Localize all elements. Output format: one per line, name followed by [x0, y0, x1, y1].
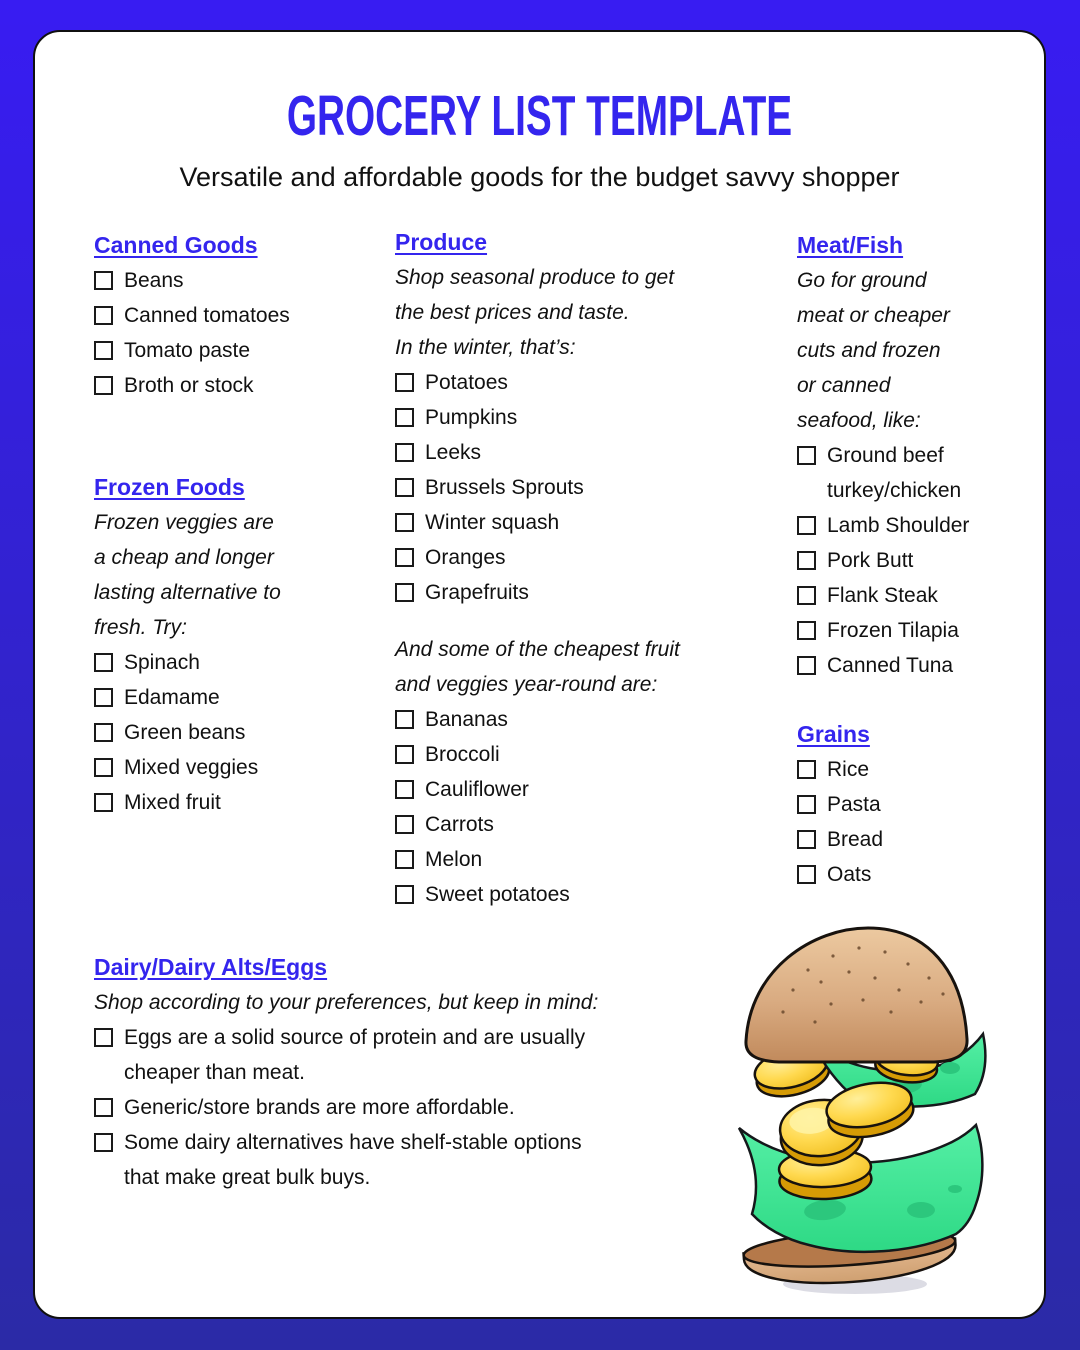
note-frozen-foods [94, 505, 386, 645]
item-label: Spinach [124, 651, 200, 674]
checkbox[interactable] [94, 793, 113, 812]
note-meat-fish [797, 263, 1025, 438]
item-label: Pumpkins [425, 406, 518, 429]
item-label: Eggs are a solid source of protein and are usually cheaper than meat. [124, 1026, 586, 1084]
item-label: Ground beef turkey/chicken [827, 444, 962, 502]
section-heading-meat-fish: Meat/Fish [797, 232, 904, 258]
checklist-item [94, 785, 386, 820]
checklist-item [395, 435, 747, 470]
checklist-item [94, 1090, 734, 1125]
checklist-item [797, 787, 1025, 822]
item-label: Potatoes [425, 371, 508, 394]
checkbox[interactable] [94, 758, 113, 777]
note-line: and veggies year-round are: [395, 673, 658, 696]
checklist-item [395, 807, 747, 842]
note-line: lasting alternative to [94, 581, 281, 604]
item-label: Broth or stock [124, 374, 254, 397]
grocery-list-card [33, 30, 1046, 1319]
item-label: Melon [425, 848, 483, 871]
checklist-produce-year-round [395, 702, 747, 912]
item-label: Edamame [124, 686, 220, 709]
checklist-grains [797, 752, 1025, 892]
item-label: Bananas [425, 708, 508, 731]
note-line: Shop according to your preferences, but keep in mind: [94, 991, 599, 1014]
section-produce [395, 225, 747, 912]
checklist-item [395, 470, 747, 505]
checklist-item [94, 368, 386, 403]
item-label: Some dairy alternatives have shelf-stable options that make great bulk buys. [124, 1131, 582, 1189]
checkbox[interactable] [94, 271, 113, 290]
checkbox[interactable] [395, 373, 414, 392]
money-burger-icon [703, 908, 1039, 1322]
checkbox[interactable] [395, 408, 414, 427]
checklist-frozen-foods [94, 645, 386, 820]
column-left [94, 228, 386, 820]
item-label: Leeks [425, 441, 482, 464]
checklist-item [797, 857, 1025, 892]
checkbox[interactable] [395, 710, 414, 729]
checklist-item [797, 613, 1025, 648]
section-frozen-foods [94, 470, 386, 820]
checklist-item [395, 540, 747, 575]
checkbox[interactable] [797, 795, 816, 814]
checkbox[interactable] [94, 1028, 113, 1047]
note-line: In the winter, that’s: [395, 336, 576, 359]
checklist-item [395, 877, 747, 912]
item-label: Sweet potatoes [425, 883, 570, 906]
checklist-item [94, 333, 386, 368]
item-label: Brussels Sprouts [425, 476, 584, 499]
checkbox[interactable] [94, 306, 113, 325]
checkbox[interactable] [797, 865, 816, 884]
checkbox[interactable] [94, 653, 113, 672]
section-canned-goods [94, 228, 386, 403]
item-label: Frozen Tilapia [827, 619, 959, 642]
item-label: Broccoli [425, 743, 500, 766]
checkbox[interactable] [395, 745, 414, 764]
item-label: Winter squash [425, 511, 560, 534]
checkbox[interactable] [797, 656, 816, 675]
money-burger-illustration [703, 908, 1039, 1322]
checklist-item [94, 645, 386, 680]
column-right [797, 228, 1025, 892]
item-label: Oats [827, 863, 872, 886]
checkbox[interactable] [797, 830, 816, 849]
checklist-item [395, 702, 747, 737]
item-label: Beans [124, 269, 184, 292]
checkbox[interactable] [395, 850, 414, 869]
checklist-item [395, 772, 747, 807]
item-label: Carrots [425, 813, 494, 836]
checkbox[interactable] [797, 621, 816, 640]
note-dairy [94, 985, 734, 1020]
checklist-item [395, 365, 747, 400]
checkbox[interactable] [395, 478, 414, 497]
checklist-item [797, 822, 1025, 857]
item-label: Generic/store brands are more affordable. [124, 1096, 515, 1119]
note-line: the best prices and taste. [395, 301, 630, 324]
column-middle [395, 225, 747, 912]
item-label: Lamb Shoulder [827, 514, 970, 537]
note-line: Frozen veggies are [94, 511, 274, 534]
note-line: Shop seasonal produce to get [395, 266, 675, 289]
note-line: or canned [797, 374, 891, 397]
item-label: Oranges [425, 546, 506, 569]
checklist-item [395, 737, 747, 772]
note-line: a cheap and longer [94, 546, 274, 569]
section-heading-frozen-foods: Frozen Foods [94, 474, 245, 500]
checklist-item [797, 752, 1025, 787]
checklist-item [94, 298, 386, 333]
note-line: meat or cheaper [797, 304, 950, 327]
checklist-item [94, 680, 386, 715]
checkbox[interactable] [395, 513, 414, 532]
page-title: GROCERY LIST TEMPLATE [286, 84, 793, 148]
note-line: Go for ground [797, 269, 927, 292]
item-label: Mixed veggies [124, 756, 259, 779]
checkbox[interactable] [797, 551, 816, 570]
checklist-meat-fish [797, 438, 1025, 683]
checkbox[interactable] [797, 446, 816, 465]
checkbox[interactable] [797, 760, 816, 779]
item-label: Mixed fruit [124, 791, 221, 814]
item-label: Grapefruits [425, 581, 529, 604]
item-label: Canned tomatoes [124, 304, 290, 327]
checklist-item [94, 1020, 734, 1090]
note-line: seafood, like: [797, 409, 921, 432]
note-line: And some of the cheapest fruit [395, 638, 680, 661]
note-produce-winter [395, 260, 747, 365]
checklist-item [395, 575, 747, 610]
checkbox[interactable] [94, 1133, 113, 1152]
checkbox[interactable] [395, 583, 414, 602]
item-label: Pork Butt [827, 549, 914, 572]
checklist-item [94, 750, 386, 785]
checklist-item [797, 648, 1025, 683]
checkbox[interactable] [797, 586, 816, 605]
checklist-produce-winter [395, 365, 747, 610]
checklist-item [94, 263, 386, 298]
section-heading-dairy: Dairy/Dairy Alts/Eggs [94, 954, 328, 980]
section-grains [797, 717, 1025, 892]
checklist-canned-goods [94, 263, 386, 403]
checklist-item [797, 438, 1025, 508]
checkbox[interactable] [395, 780, 414, 799]
item-label: Rice [827, 758, 870, 781]
item-label: Pasta [827, 793, 881, 816]
checkbox[interactable] [395, 885, 414, 904]
item-label: Bread [827, 828, 884, 851]
checklist-item [797, 578, 1025, 613]
checklist-item [395, 842, 747, 877]
checklist-item [94, 715, 386, 750]
section-heading-produce: Produce [395, 229, 488, 255]
checklist-item [797, 543, 1025, 578]
checkbox[interactable] [94, 376, 113, 395]
checklist-item [395, 400, 747, 435]
note-line: fresh. Try: [94, 616, 187, 639]
item-label: Green beans [124, 721, 246, 744]
section-heading-canned-goods: Canned Goods [94, 232, 258, 258]
section-heading-grains: Grains [797, 721, 870, 747]
checkbox[interactable] [395, 815, 414, 834]
checkbox[interactable] [94, 723, 113, 742]
checklist-dairy [94, 1020, 734, 1195]
item-label: Tomato paste [124, 339, 251, 362]
checkbox[interactable] [94, 341, 113, 360]
item-label: Canned Tuna [827, 654, 954, 677]
note-line: cuts and frozen [797, 339, 941, 362]
section-meat-fish [797, 228, 1025, 683]
section-dairy [94, 950, 734, 1195]
checklist-item [797, 508, 1025, 543]
checkbox[interactable] [94, 688, 113, 707]
checkbox[interactable] [395, 443, 414, 462]
checkbox[interactable] [94, 1098, 113, 1117]
item-label: Cauliflower [425, 778, 529, 801]
checklist-item [395, 505, 747, 540]
checkbox[interactable] [797, 516, 816, 535]
checkbox[interactable] [395, 548, 414, 567]
page-subtitle: Versatile and affordable goods for the budget savvy shopper [179, 162, 900, 192]
checklist-item [94, 1125, 734, 1195]
note-produce-year-round [395, 632, 747, 702]
item-label: Flank Steak [827, 584, 938, 607]
